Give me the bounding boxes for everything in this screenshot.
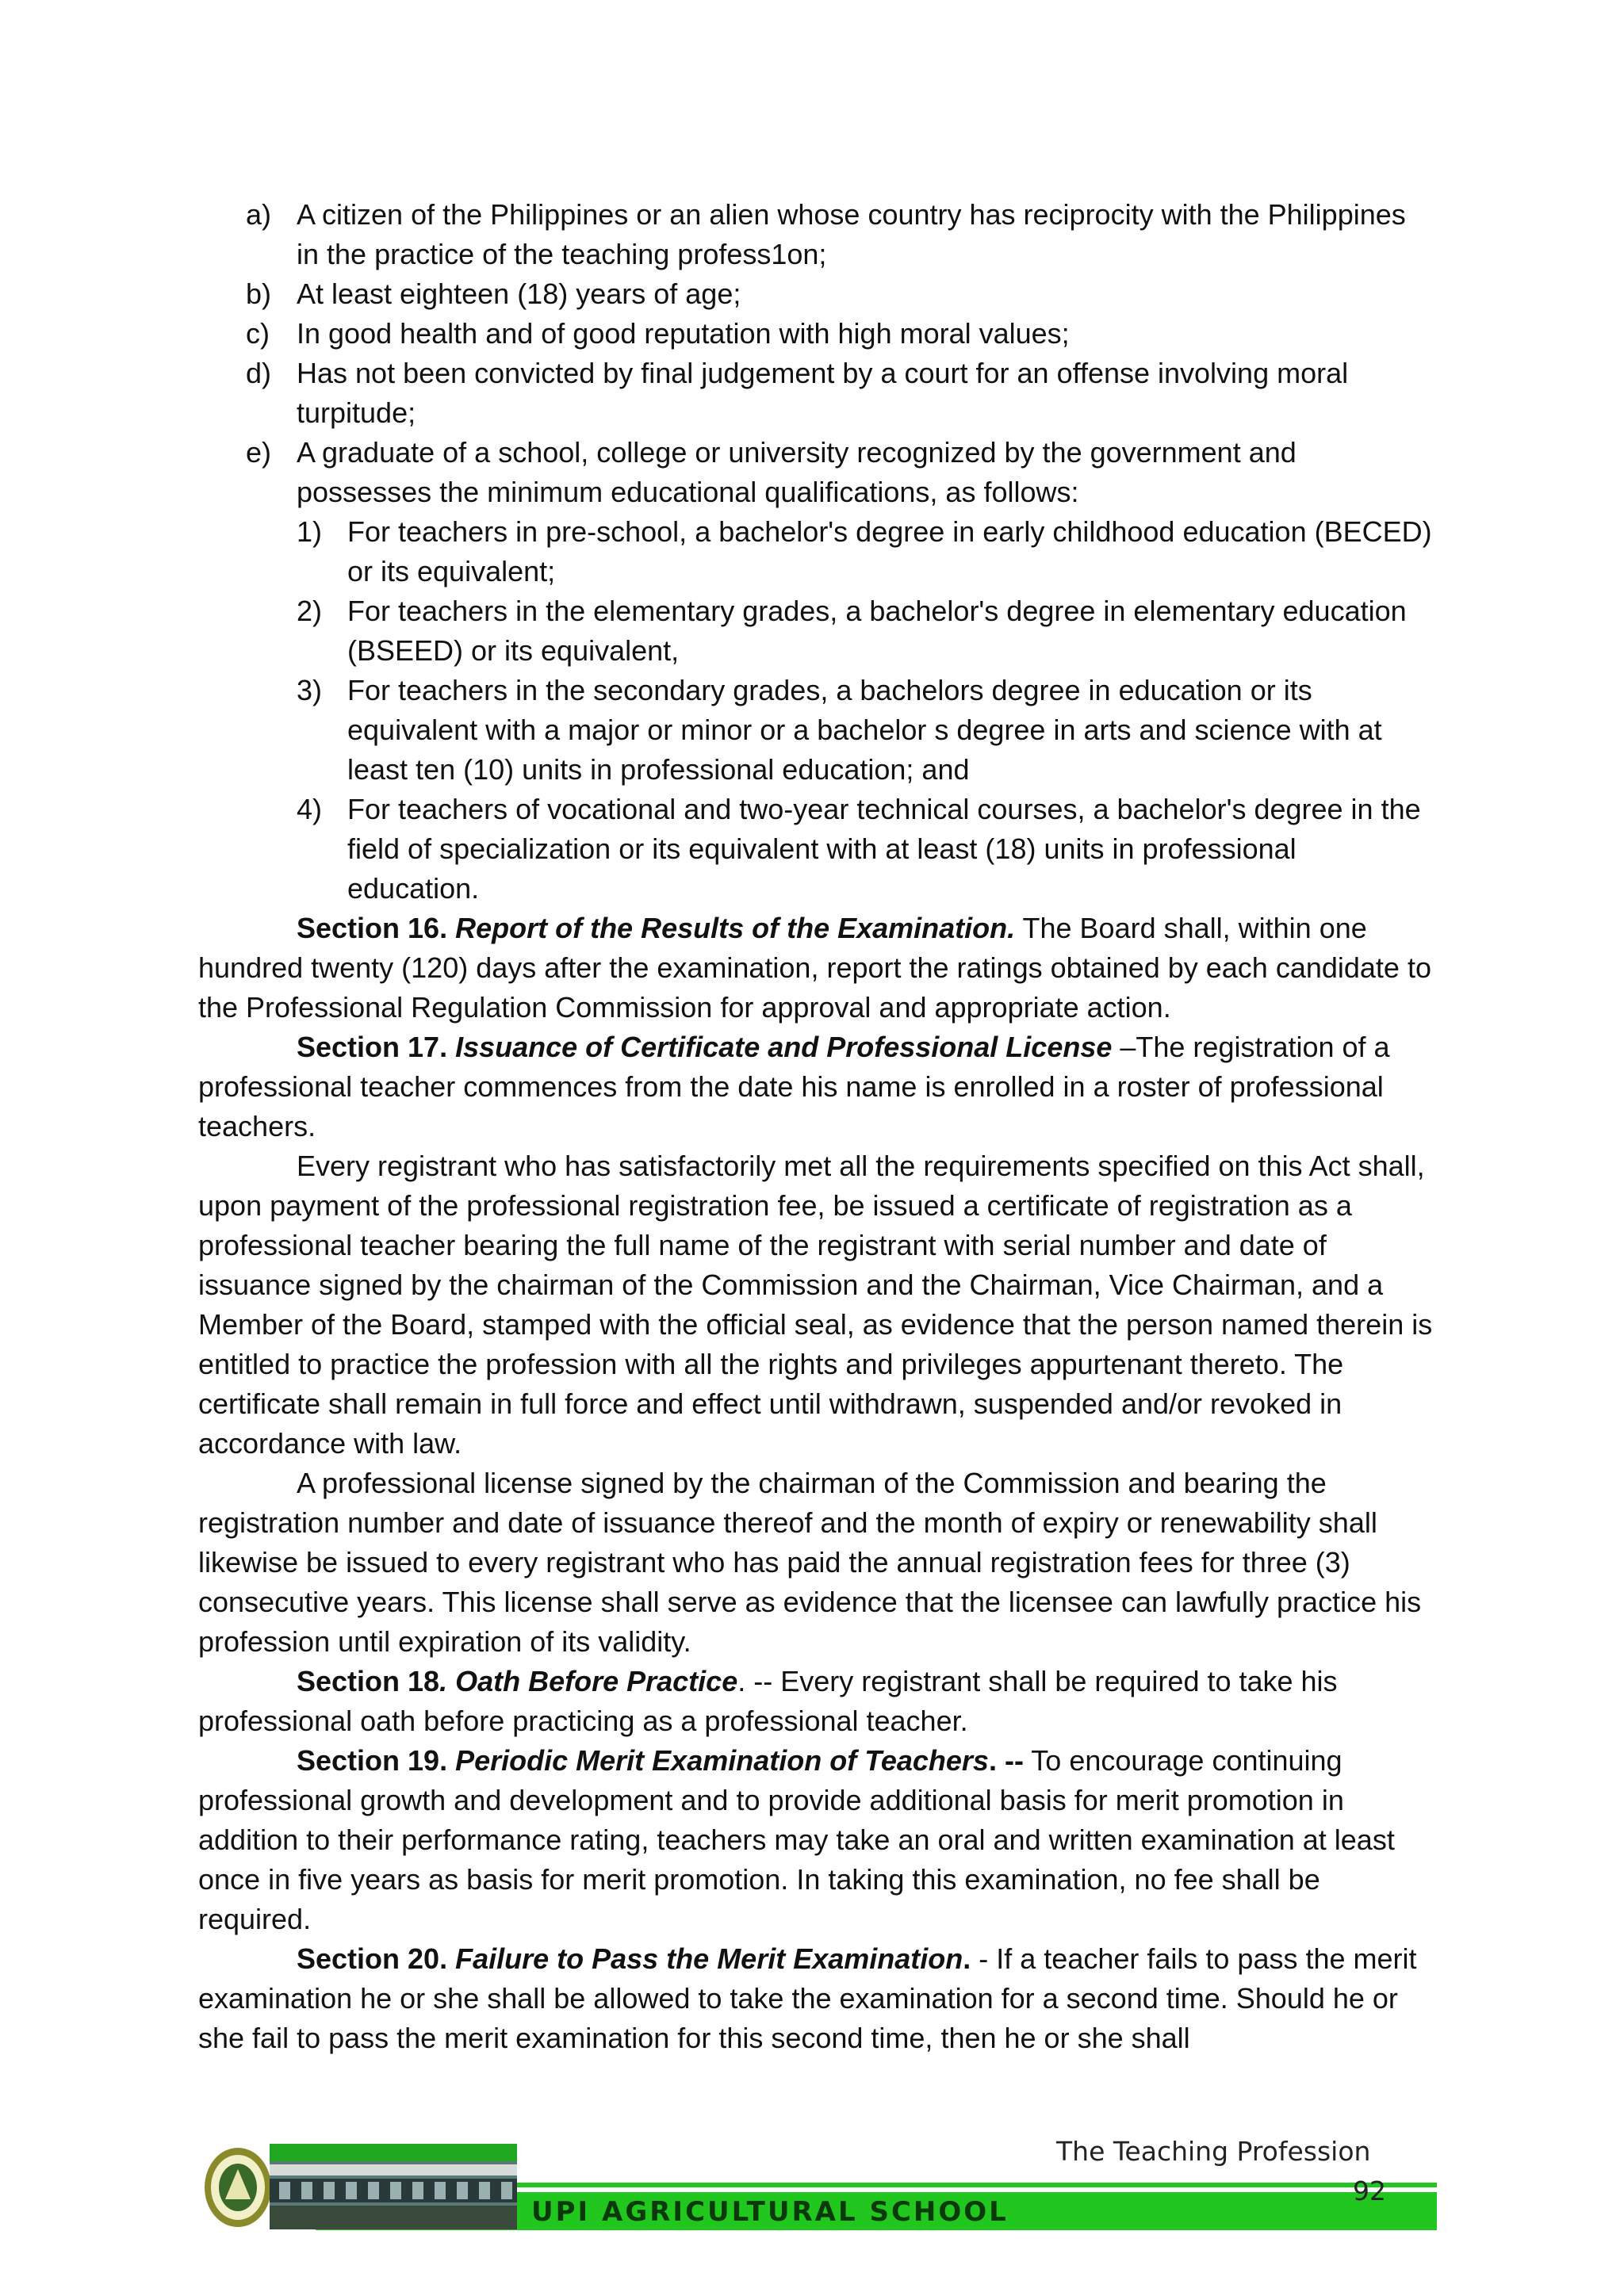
list-marker: c)	[246, 317, 270, 350]
section-20	[198, 1939, 1435, 2058]
section-dash: . --	[988, 1744, 1024, 1777]
list-item	[198, 274, 1435, 314]
section-18	[198, 1662, 1435, 1741]
list-marker: d)	[246, 357, 272, 389]
section-17	[198, 1027, 1435, 1146]
qualifications-list	[198, 195, 1435, 909]
section-number: Section 20.	[297, 1942, 448, 1975]
list-item-text: For teachers of vocational and two-year technical courses, a bachelor's degree in the field of specialization or its equivalent with at least (18) units in professional education.	[347, 793, 1421, 905]
list-marker: a)	[246, 198, 272, 231]
section-number: Section 18	[297, 1665, 440, 1697]
list-item	[198, 354, 1435, 433]
list-item-text: A graduate of a school, college or university recognized by the government and possesses the minimum educational qualifications, as follows:	[297, 436, 1297, 508]
school-seal-icon	[201, 2144, 274, 2231]
paragraph-license: A professional license signed by the chairman of the Commission and bearing the registration number and date of issuance thereof and the month of expiry or renewability shall likewise be issued to every registrant who has paid the annual registration fees for three (3) consecutive years. This license shall serve as evidence that the licensee can lawfully practice his profession until expiration of its validity.	[198, 1467, 1422, 1658]
section-dash: .	[963, 1942, 971, 1975]
list-item	[198, 314, 1435, 354]
page-number: 92	[1353, 2175, 1386, 2206]
school-building-photo	[270, 2144, 517, 2229]
section-body: –The registration of a professional teacher commences from the date his name is enrolled in a roster of professional teachers.	[198, 1031, 1390, 1142]
list-marker: b)	[246, 277, 272, 310]
section-body: The Board shall, within one hundred twenty (120) days after the examination, report the ratings obtained by each candidate to the Professional Regulation Commission for approval and appropriate action.	[198, 912, 1431, 1024]
sub-list-item	[198, 591, 1435, 671]
list-item-text: At least eighteen (18) years of age;	[297, 277, 741, 310]
sub-list-item	[198, 790, 1435, 909]
section-title: Periodic Merit Examination of Teachers	[455, 1744, 989, 1777]
section-title: Issuance of Certificate and Professional License	[455, 1031, 1113, 1063]
section-body: . -- Every registrant shall be required to take his professional oath before practicing as a professional teacher.	[198, 1665, 1338, 1737]
list-item-text: For teachers in pre-school, a bachelor's degree in early childhood education (BECED) or its equivalent;	[347, 515, 1432, 587]
section-body: To encourage continuing professional growth and development and to provide additional basis for merit promotion in addition to their performance rating, teachers may take an oral and written examination at least once in five years as basis for merit promotion. In taking this examination, no fee shall be required.	[198, 1744, 1395, 1935]
list-item-text: Has not been convicted by final judgement by a court for an offense involving moral turpitude;	[297, 357, 1349, 429]
sub-list-item	[198, 671, 1435, 790]
list-item	[198, 195, 1435, 274]
section-title: Report of the Results of the Examination.	[455, 912, 1016, 944]
list-marker: 2)	[297, 595, 323, 627]
section-title: Failure to Pass the Merit Examination	[455, 1942, 963, 1975]
section-19	[198, 1741, 1435, 1939]
paragraph-certificate: Every registrant who has satisfactorily met all the requirements specified on this Act shall, upon payment of the professional registration fee, be issued a certificate of registration as a professional teacher bearing the full name of the registrant with serial number and date of issuance signed by the chairman of the Commission and the Chairman, Vice Chairman, and a Member of the Board, stamped with the official seal, as evidence that the person named therein is entitled to practice the profession with all the rights and privileges appurtenant thereto. The certificate shall remain in full force and effect until withdrawn, suspended and/or revoked in accordance with law.	[198, 1150, 1433, 1460]
section-number: Section 19.	[297, 1744, 448, 1777]
list-marker: 3)	[297, 674, 323, 706]
section-16	[198, 909, 1435, 1027]
section-body: - If a teacher fails to pass the merit examination he or she shall be allowed to take the examination for a second time. Should he or she fail to pass the merit examination for this second time, then he or she shall	[198, 1942, 1417, 2054]
section-title: . Oath Before Practice	[439, 1665, 738, 1697]
list-marker: 1)	[297, 515, 323, 548]
list-item	[198, 433, 1435, 512]
list-item-text: A citizen of the Philippines or an alien whose country has reciprocity with the Philippines in the practice of the teaching profess1on;	[297, 198, 1406, 270]
section-number: Section 17.	[297, 1031, 448, 1063]
section-number: Section 16.	[297, 912, 448, 944]
list-marker: e)	[246, 436, 272, 469]
list-marker: 4)	[297, 793, 323, 825]
footer-rule	[517, 2183, 1437, 2187]
footer-title: The Teaching Profession	[1056, 2136, 1371, 2167]
list-item-text: In good health and of good reputation with high moral values;	[297, 317, 1070, 350]
list-item-text: For teachers in the secondary grades, a bachelors degree in education or its equivalent with a major or minor or a bachelor s degree in arts and science with at least ten (10) units in professional education; and	[347, 674, 1382, 786]
school-name: UPI AGRICULTURAL SCHOOL	[531, 2196, 1009, 2228]
sub-list-item	[198, 512, 1435, 591]
page-body	[198, 195, 1435, 2058]
list-item-text: For teachers in the elementary grades, a bachelor's degree in elementary education (BSEED) or its equivalent,	[347, 595, 1407, 667]
